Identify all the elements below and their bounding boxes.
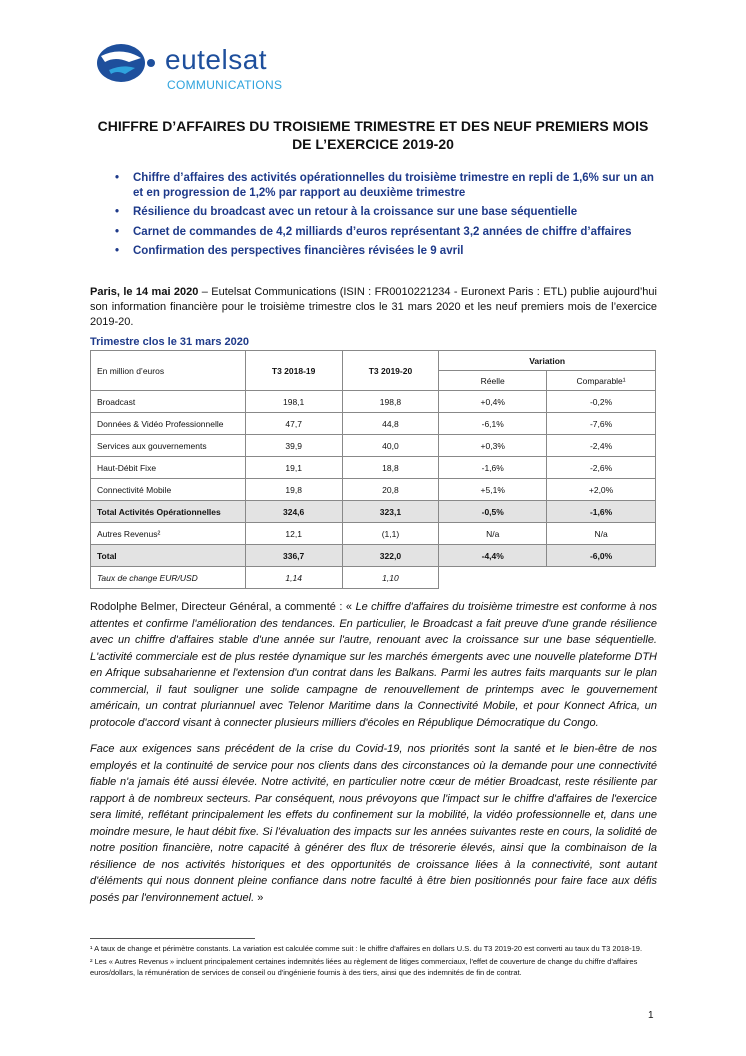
table-header-row <box>91 351 656 371</box>
footnote-1: ¹ A taux de change et périmètre constants. La variation est calculée comme suit : le chiffre d'affaires en dollars U.S. du T3 2019-20 est converti au taux du T3 2018-19. <box>90 944 643 953</box>
cell-value: 39,9 <box>245 435 342 457</box>
cell-value: -6,1% <box>439 413 547 435</box>
row-label: Haut-Débit Fixe <box>91 457 246 479</box>
cell-value: (1,1) <box>342 523 439 545</box>
table-row <box>91 457 656 479</box>
cell-value: +2,0% <box>547 479 656 501</box>
cell-value: -0,2% <box>547 391 656 413</box>
col-header-t3-2018-19: T3 2018-19 <box>245 351 342 391</box>
quote-text-2: Face aux exigences sans précédent de la crise du Covid-19, nos priorités sont la santé et le bien-être de nos employés et la continuité de service pour nos clients dans des circonstances où la demande pour une connectivité fiable n'a jamais été aussi élevée. Notre activité, en particulier notre cœur de métier Broadcast, reste résiliente par rapport à de nombreux secteurs. Par conséquent, nous prévoyons que l'impact sur le chiffre d'affaires de l'exercice sera limité, reflétant principalement les effets du confinement sur la mobilité, la vidéo professionnelle et, dans une moindre mesure, le haut débit fixe. Si l'évaluation des impacts sur les années suivantes reste en cours, la solidité de notre position financière, notre capacité à générer des flux de trésorerie élevés, ainsi que la combinaison de la résilience de nos activités historiques et des opportunités de croissance liées à la connectivité, sont autant d'éléments qui nous donnent pleine confiance dans notre faculté à être bien positionnés pour faire face aux défis posés par l'environnement actuel. <box>90 743 657 904</box>
eutelsat-satellite-icon <box>95 38 159 88</box>
row-label: Connectivité Mobile <box>91 479 246 501</box>
cell-value: 323,1 <box>342 501 439 523</box>
intro-paragraph <box>90 285 657 330</box>
footnote-2: ² Les « Autres Revenus » incluent principalement certaines indemnités liées au règlement de litiges commerciaux, l'effet de couverture de change du chiffre d'affaires euros/dollars, la rémunération de services de conseil ou d'ingénierie fournis à des tiers, ainsi que des indemnités de fin de contrat. <box>90 957 638 977</box>
row-label: Taux de change EUR/USD <box>91 567 246 589</box>
quote-paragraph-1 <box>90 599 657 731</box>
revenue-table <box>90 350 656 589</box>
row-label: Données & Vidéo Professionnelle <box>91 413 246 435</box>
cell-value: N/a <box>547 523 656 545</box>
cell-value: 198,1 <box>245 391 342 413</box>
quote-lead: Rodolphe Belmer, Directeur Général, a commenté : « <box>90 601 356 613</box>
cell-value: 20,8 <box>342 479 439 501</box>
empty-cell <box>547 567 656 589</box>
quote-text-1: Le chiffre d'affaires du troisième trimestre est conforme à nos attentes et confirme l'amélioration des tendances. En particulier, le Broadcast a fait preuve d'une grande résilience avec un chiffre d'affaires stable d'une année sur l'autre, renouant avec la croissance sur une base séquentielle. L'activité commerciale est de plus restée dynamique sur les marchés émergents avec une nouvelle plateforme DTH en Afrique subsaharienne et l'extension d'un contrat dans les Balkans. Parmi les autres faits marquants sur le plan commercial, il faut souligner une solide campagne de renouvellement de printemps avec le gouvernement américain, un contrat pluriannuel avec Telenor Maritime dans la Connectivité Mobile, et pour Konnect Africa, un protocole d'accord visant à connecter plusieurs milliers d'écoles en République Démocratique du Congo. <box>90 601 657 729</box>
logo-wordmark: eutelsat <box>165 44 268 75</box>
fx-row <box>91 567 656 589</box>
total-row <box>91 545 656 567</box>
cell-value: 18,8 <box>342 457 439 479</box>
row-label: Total <box>91 545 246 567</box>
cell-value: -6,0% <box>547 545 656 567</box>
comparable-header: Comparable¹ <box>547 371 656 391</box>
table-row <box>91 479 656 501</box>
cell-value: -2,6% <box>547 457 656 479</box>
footnotes <box>90 943 657 980</box>
ceo-quote <box>90 599 657 916</box>
cell-value: -1,6% <box>547 501 656 523</box>
title-line-2: DE L’EXERCICE 2019-20 <box>292 136 454 152</box>
variation-header: Variation <box>439 351 656 371</box>
highlight-item: • Résilience du broadcast avec un retour à la croissance sur une base séquentielle <box>115 205 660 220</box>
intro-date: Paris, le 14 mai 2020 <box>90 286 199 298</box>
title-line-1: CHIFFRE D’AFFAIRES DU TROISIEME TRIMESTRE ET DES NEUF PREMIERS MOIS <box>97 118 649 134</box>
table-row <box>91 435 656 457</box>
row-label: Total Activités Opérationnelles <box>91 501 246 523</box>
highlight-item: • Confirmation des perspectives financières révisées le 9 avril <box>115 244 660 259</box>
cell-value: +0,4% <box>439 391 547 413</box>
quote-paragraph-2 <box>90 741 657 906</box>
page-number: 1 <box>648 1010 654 1021</box>
cell-value: 324,6 <box>245 501 342 523</box>
eutelsat-logo <box>95 38 315 92</box>
highlight-item: • Carnet de commandes de 4,2 milliards d’euros représentant 3,2 années de chiffre d’affaires <box>115 225 660 240</box>
footnote-divider <box>90 938 255 939</box>
quote-end: » <box>254 891 264 904</box>
cell-value: 40,0 <box>342 435 439 457</box>
cell-value: 198,8 <box>342 391 439 413</box>
total-ops-row <box>91 501 656 523</box>
reelle-header: Réelle <box>439 371 547 391</box>
page-title <box>60 117 686 153</box>
autres-revenus-row <box>91 523 656 545</box>
table-row <box>91 391 656 413</box>
cell-value: +5,1% <box>439 479 547 501</box>
table-title: Trimestre clos le 31 mars 2020 <box>90 336 249 348</box>
cell-value: -1,6% <box>439 457 547 479</box>
cell-value: 19,1 <box>245 457 342 479</box>
cell-value: 47,7 <box>245 413 342 435</box>
cell-value: N/a <box>439 523 547 545</box>
cell-value: 12,1 <box>245 523 342 545</box>
cell-value: -2,4% <box>547 435 656 457</box>
col-header-t3-2019-20: T3 2019-20 <box>342 351 439 391</box>
unit-header: En million d’euros <box>91 351 246 391</box>
cell-value: 19,8 <box>245 479 342 501</box>
row-label: Services aux gouvernements <box>91 435 246 457</box>
highlights-list <box>115 171 660 264</box>
row-label: Broadcast <box>91 391 246 413</box>
cell-value: -4,4% <box>439 545 547 567</box>
intro-text: – Eutelsat Communications (ISIN : FR0010221234 - Euronext Paris : ETL) publie aujourd’hui son information financière pour le troisième trimestre clos le 31 mars 2020 et les neuf premiers mois de l’exercice 2019-20. <box>90 286 657 328</box>
empty-cell <box>439 567 547 589</box>
highlight-item: • Chiffre d’affaires des activités opérationnelles du troisième trimestre en repli de 1,6% sur un an et en progression de 1,2% par rapport au deuxième trimestre <box>115 171 660 200</box>
cell-value: +0,3% <box>439 435 547 457</box>
cell-value: -0,5% <box>439 501 547 523</box>
cell-value: 1,10 <box>342 567 439 589</box>
cell-value: 44,8 <box>342 413 439 435</box>
cell-value: 322,0 <box>342 545 439 567</box>
cell-value: 336,7 <box>245 545 342 567</box>
cell-value: -7,6% <box>547 413 656 435</box>
logo-subtitle: COMMUNICATIONS <box>167 78 283 92</box>
table-row <box>91 413 656 435</box>
row-label: Autres Revenus² <box>91 523 246 545</box>
cell-value: 1,14 <box>245 567 342 589</box>
